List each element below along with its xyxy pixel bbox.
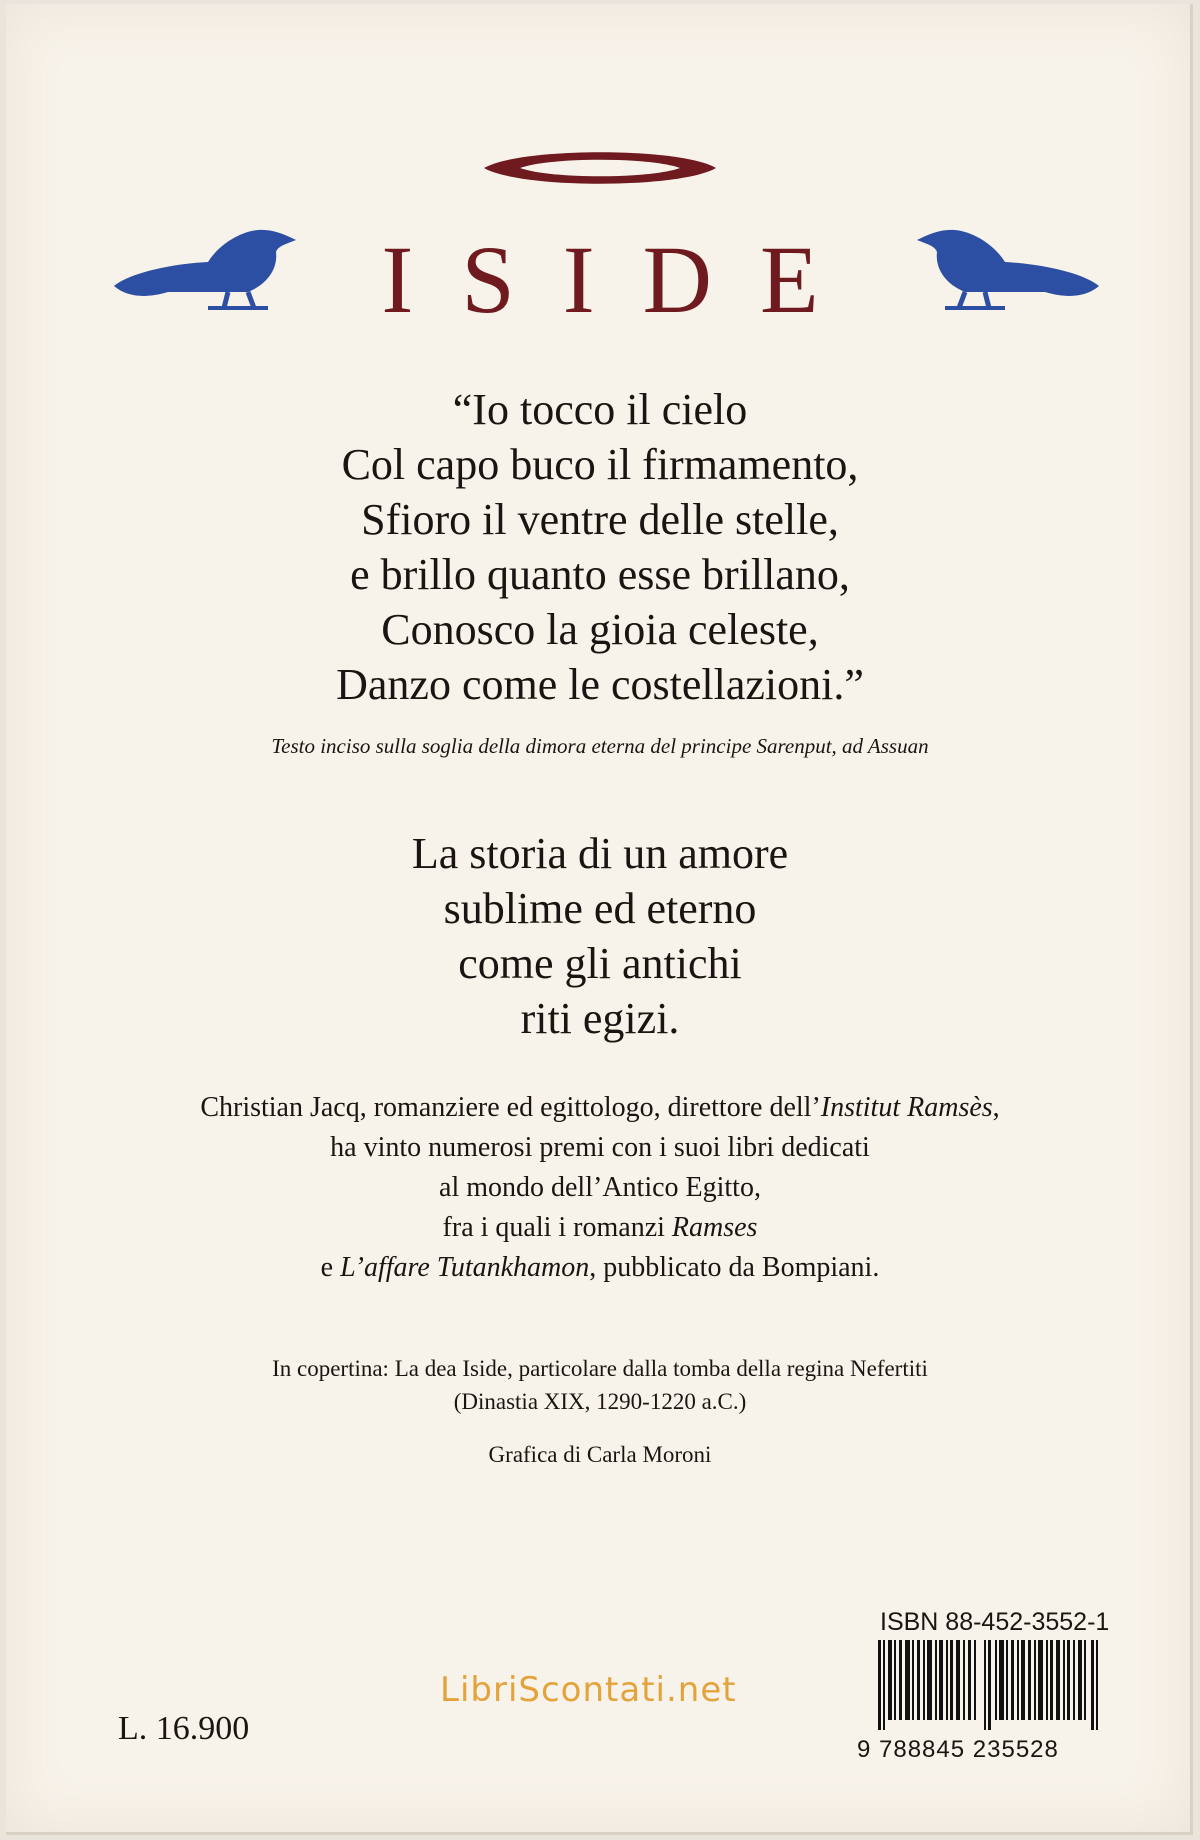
- tagline-line: sublime ed eterno: [443, 884, 757, 933]
- bio-text: fra i quali i romanzi: [442, 1212, 672, 1243]
- poem-line: e brillo quanto esse brillano,: [350, 550, 850, 599]
- poem-line: Danzo come le costellazioni.”: [336, 660, 864, 709]
- author-bio: [0, 1088, 1200, 1288]
- bio-text: , pubblicato da Bompiani.: [589, 1252, 880, 1283]
- cover-credits: [0, 1352, 1200, 1418]
- poem-attribution: Testo inciso sulla soglia della dimora eterna del principe Sarenput, ad Assuan: [271, 734, 929, 758]
- bio-institute: Institut Ramsès: [820, 1092, 993, 1123]
- design-credit: Grafica di Carla Moroni: [488, 1442, 712, 1467]
- bio-text: ,: [992, 1092, 1000, 1123]
- isbn: ISBN 88-452-3552-1: [880, 1608, 1110, 1636]
- poem-line: “Io tocco il cielo: [452, 385, 748, 434]
- poem-line: Col capo buco il firmamento,: [341, 440, 859, 489]
- bio-text: e: [320, 1252, 341, 1283]
- bio-book-title: Ramses: [671, 1212, 758, 1243]
- barcode-icon: [878, 1640, 1100, 1730]
- credit-line: (Dinastia XIX, 1290-1220 a.C.): [453, 1389, 747, 1414]
- bio-book-title: L’affare Tutankhamon: [340, 1252, 590, 1283]
- mouth-hieroglyph-icon: [480, 145, 720, 191]
- poem-line: Sfioro il ventre delle stelle,: [361, 495, 839, 544]
- credit-line: In copertina: La dea Iside, particolare dalla tomba della regina Nefertiti: [272, 1356, 928, 1381]
- price: L. 16.900: [118, 1710, 250, 1747]
- ean-number: 9 788845 235528: [857, 1736, 1059, 1763]
- tagline-line: come gli antichi: [458, 939, 742, 988]
- tagline-line: La storia di un amore: [411, 829, 789, 878]
- book-title: ISIDE: [381, 226, 867, 333]
- poem-line: Conosco la gioia celeste,: [381, 605, 819, 654]
- poem-quote: [0, 382, 1200, 712]
- tagline: [0, 826, 1200, 1046]
- tagline-line: riti egizi.: [520, 994, 680, 1043]
- bio-text: al mondo dell’Antico Egitto,: [439, 1172, 761, 1203]
- bio-text: Christian Jacq, romanziere ed egittologo, direttore dell’: [200, 1092, 821, 1123]
- watermark: LibriScontati.net: [440, 1670, 737, 1710]
- bio-text: ha vinto numerosi premi con i suoi libri dedicati: [330, 1132, 870, 1163]
